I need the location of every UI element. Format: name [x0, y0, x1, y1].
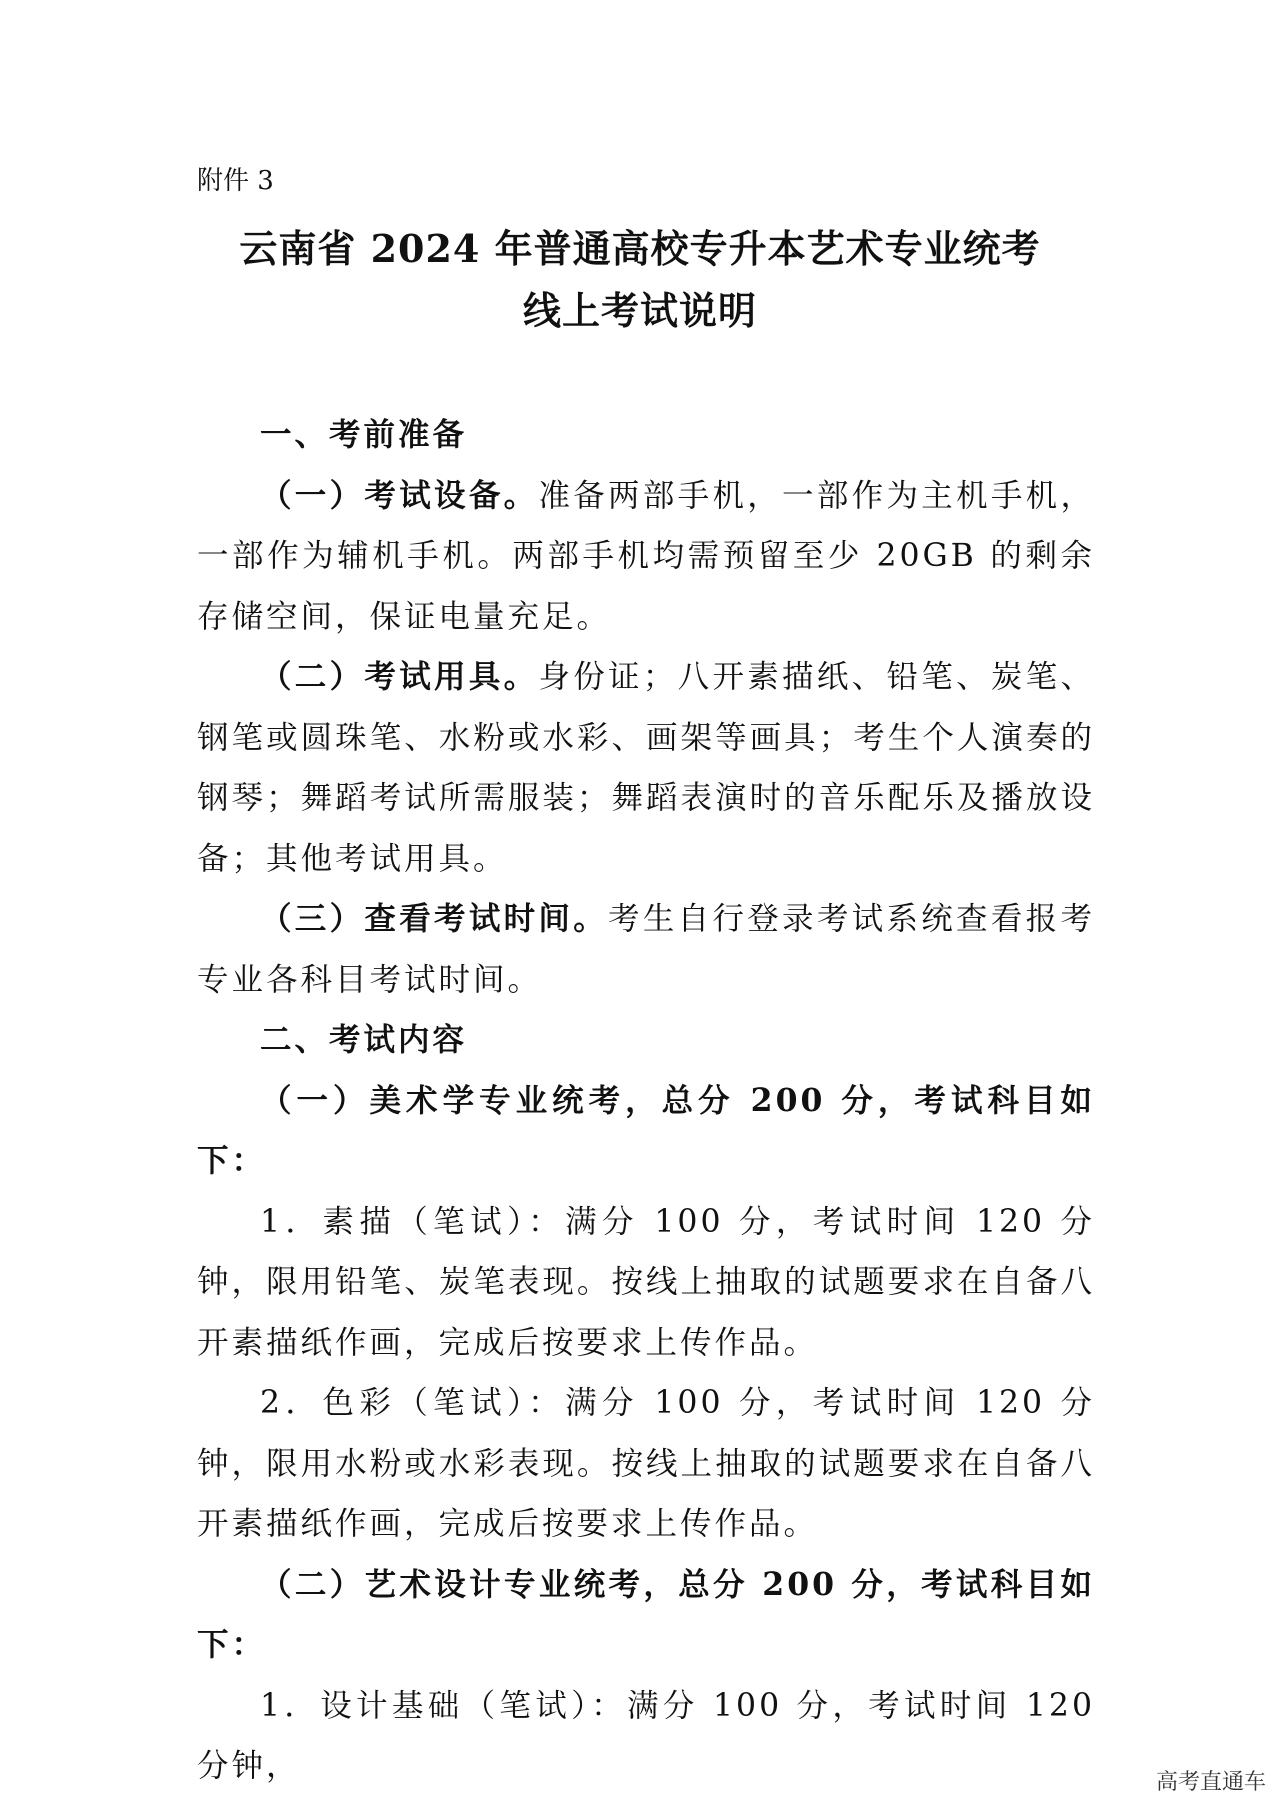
document-title: 云南省 2024 年普通高校专升本艺术专业统考 — [239, 226, 1041, 271]
attachment-label: 附件 3 — [197, 166, 274, 196]
paragraph-color: 2．色彩（笔试）：满分 100 分，考试时间 120 分钟，限用水粉或水彩表现。按线上抽取的试题要求在自备八开素描纸作画，完成后按要求上传作品。 — [197, 1385, 1095, 1542]
watermark: 高考直通车 — [1155, 1770, 1266, 1795]
paragraph-lead: （二）考试用具。 — [260, 658, 539, 695]
document-subtitle: 线上考试说明 — [522, 288, 757, 333]
paragraph-lead: （一）美术学专业统考，总分 200 分，考试科目如下： — [197, 1081, 1095, 1179]
section-heading-content: 二、考试内容 — [260, 1021, 468, 1058]
paragraph-exam-time — [197, 889, 1095, 1010]
paragraph-exam-tools — [197, 647, 1095, 889]
paragraph-lead: （二）艺术设计专业统考，总分 200 分，考试科目如下： — [197, 1565, 1095, 1663]
paragraph-text: 考生自行登录考试系统查看报考专业各科目考试时间。 — [197, 901, 1095, 998]
paragraph-text: 身份证；八开素描纸、铅笔、炭笔、钢笔或圆珠笔、水粉或水彩、画架等画具；考生个人演奏的钢琴；舞蹈考试所需服装；舞蹈表演时的音乐配乐及播放设备；其他考试用具。 — [197, 659, 1095, 877]
document-body — [197, 405, 1095, 1797]
paragraph-art-design — [197, 1555, 1095, 1676]
paragraph-lead: （三）查看考试时间。 — [260, 900, 609, 937]
paragraph-exam-devices — [197, 466, 1095, 648]
section-heading-preparation: 一、考前准备 — [260, 416, 468, 453]
paragraph-design-basics: 1．设计基础（笔试）：满分 100 分，考试时间 120 分钟， — [197, 1687, 1095, 1784]
paragraph-text: 准备两部手机，一部作为主机手机，一部作为辅机手机。两部手机均需预留至少 20GB 的剩余存储空间，保证电量充足。 — [197, 477, 1095, 635]
paragraph-lead: （一）考试设备。 — [260, 476, 539, 514]
paragraph-sketch: 1．素描（笔试）：满分 100 分，考试时间 120 分钟，限用铅笔、炭笔表现。按线上抽取的试题要求在自备八开素描纸作画，完成后按要求上传作品。 — [197, 1203, 1095, 1361]
paragraph-fine-arts — [197, 1071, 1095, 1192]
